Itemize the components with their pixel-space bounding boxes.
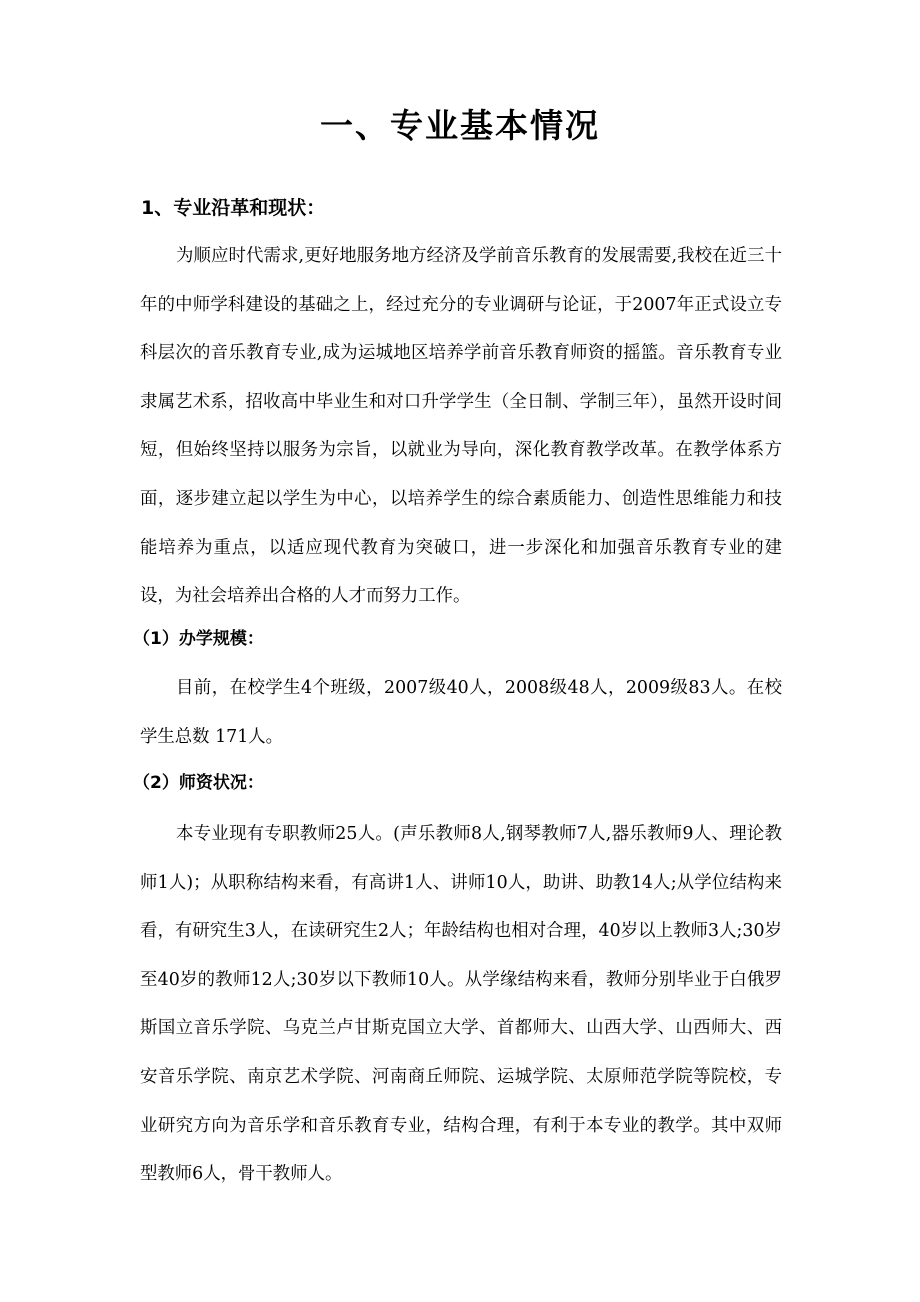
page-title: 一、专业基本情况 [320, 106, 600, 145]
paragraph-teachers: 本专业现有专职教师25人。(声乐教师8人,钢琴教师7人,器乐教师9人、理论教师1人)；从职称结构来看，有高讲1人、讲师10人，助讲、助教14人;从学位结构来看，有研究生3人，在读研究生2人；年龄结构也相对合理，40岁以上教师3人;30岁至40岁的教师12人;30岁以下教师10人。从学缘结构来看，教师分别毕业于白俄罗斯国立音乐学院、乌克兰卢甘斯克国立大学、首都师大、山西大学、山西师大、西安音乐学院、南京艺术学院、河南商丘师院、运城学院、太原师范学院等院校，专业研究方向为音乐学和音乐教育专业，结构合理，有利于本专业的教学。其中双师型教师6人，骨干教师人。 [140, 824, 782, 1185]
subsection-heading-scale: （1）办学规模： [133, 629, 264, 649]
subsection-heading-teachers: （2）师资状况： [133, 773, 264, 793]
section-heading-history: 1、专业沿革和现状： [141, 197, 326, 219]
paragraph-scale: 目前，在校学生4个班级，2007级40人，2008级48人，2009级83人。在校学生总数 171人。 [140, 678, 782, 747]
paragraph-history: 为顺应时代需求,更好地服务地方经济及学前音乐教育的发展需要,我校在近三十年的中师学科建设的基础之上，经过充分的专业调研与论证，于2007年正式设立专科层次的音乐教育专业,成为运城地区培养学前音乐教育师资的摇篮。音乐教育专业隶属艺术系，招收高中毕业生和对口升学学生（全日制、学制三年），虽然开设时间短，但始终坚持以服务为宗旨，以就业为导向，深化教育教学改革。在教学体系方面，逐步建立起以学生为中心，以培养学生的综合素质能力、创造性思维能力和技能培养为重点，以适应现代教育为突破口，进一步深化和加强音乐教育专业的建设，为社会培养出合格的人才而努力工作。 [140, 246, 782, 607]
